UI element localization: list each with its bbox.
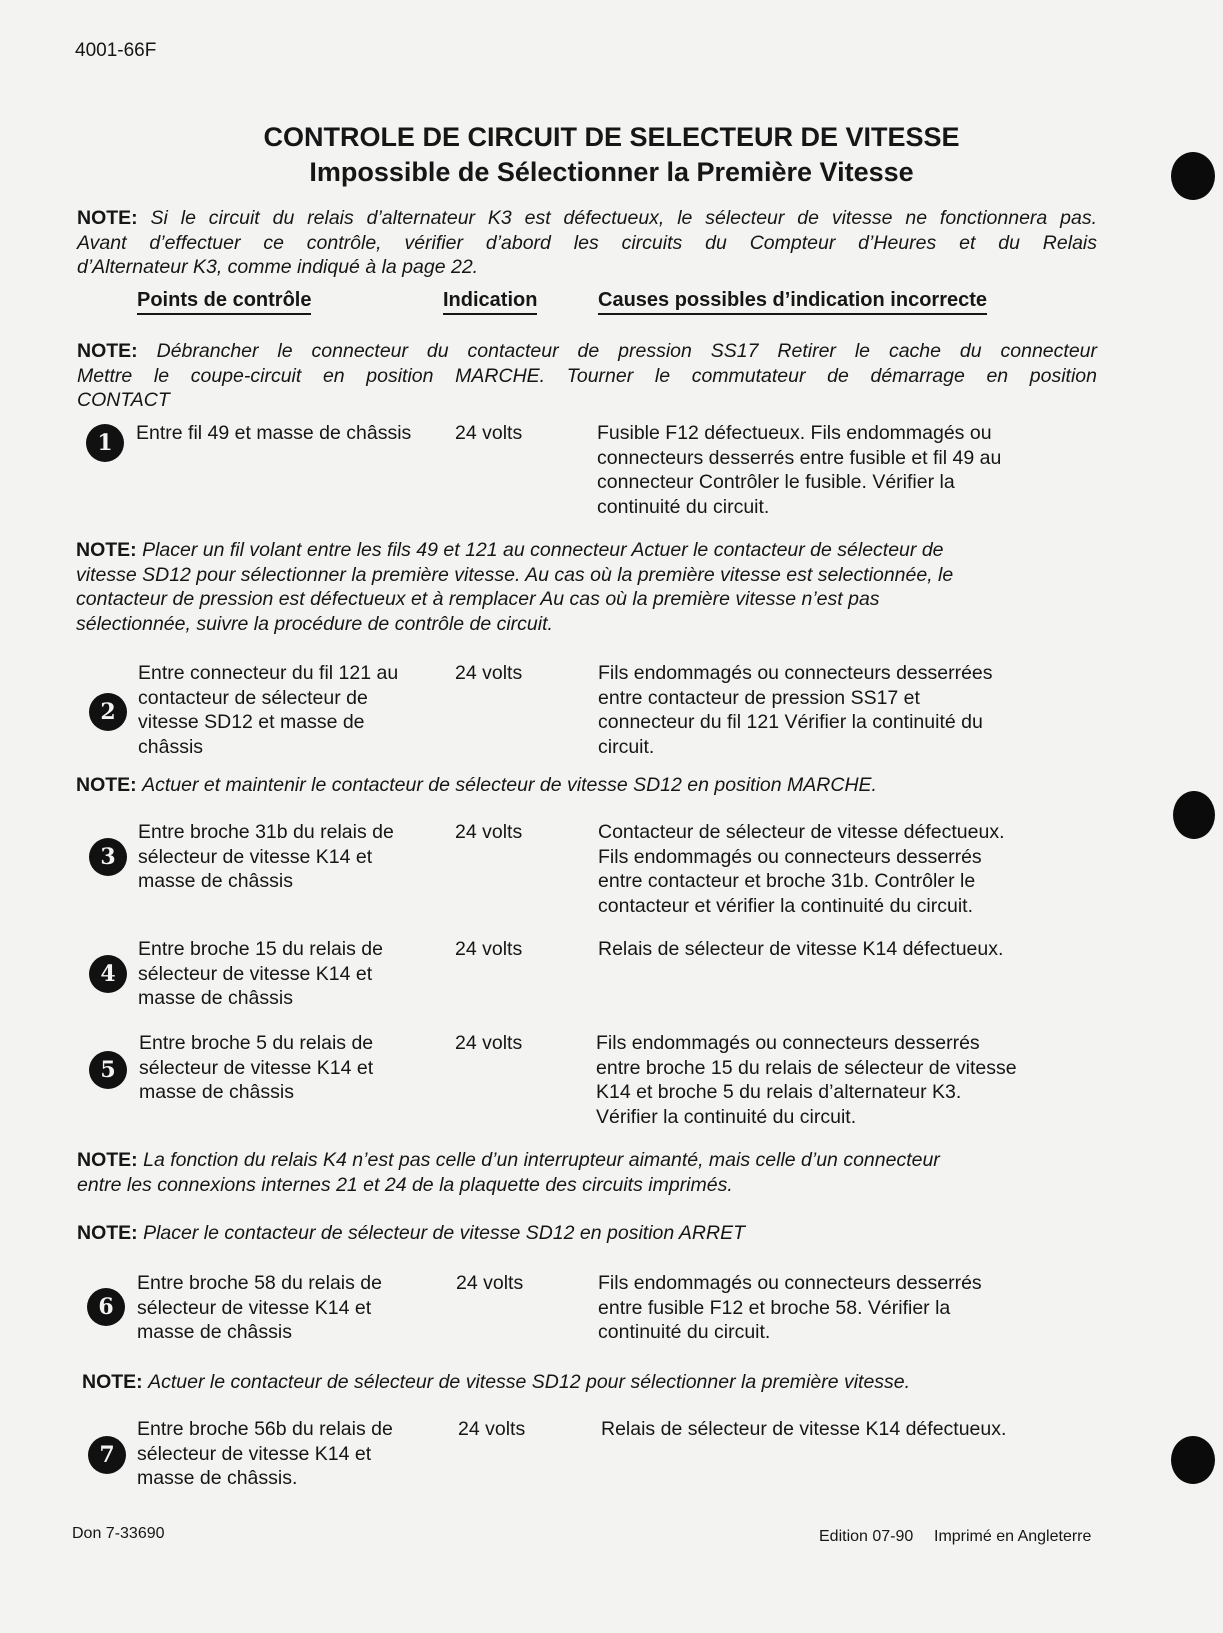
indication-value: 24 volts: [458, 1418, 526, 1440]
indication-value: 24 volts: [455, 821, 523, 843]
check-point-line: masse de châssis: [137, 1321, 292, 1343]
note-6: [77, 1221, 1097, 1246]
header-indication: Indication: [443, 289, 537, 315]
cause-line: Relais de sélecteur de vitesse K14 défectueux.: [598, 938, 1004, 960]
note-3-line-1: Placer un fil volant entre les fils 49 et 121 au connecteur Actuer le contacteur de sélecteur de: [142, 539, 944, 561]
page-subtitle: Impossible de Sélectionner la Première Vitesse: [309, 157, 914, 187]
check-point: [138, 937, 438, 1011]
check-point-line: Entre broche 5 du relais de: [139, 1032, 374, 1054]
check-point-line: masse de châssis: [138, 870, 293, 892]
check-point-line: Entre broche 15 du relais de: [138, 938, 383, 960]
check-point: [139, 1031, 439, 1105]
note-label: NOTE:: [77, 207, 138, 229]
cause-line: continuité du circuit.: [598, 1321, 771, 1343]
cause-line: connecteur du fil 121 Vérifier la continuité du: [598, 711, 983, 733]
cause-line: Fils endommagés ou connecteurs desserrés: [598, 845, 982, 868]
cause-line: contacteur et vérifier la continuité du circuit.: [598, 894, 974, 917]
footer-printed: Imprimé en Angleterre: [934, 1528, 1092, 1545]
note-2: [77, 339, 1097, 413]
note-label: NOTE:: [82, 1371, 143, 1393]
check-point-line: sélecteur de vitesse K14 et: [139, 1056, 374, 1079]
cause-line: Vérifier la continuité du circuit.: [596, 1105, 857, 1128]
step-number-badge: 5: [89, 1051, 127, 1089]
check-point-line: masse de châssis: [138, 987, 293, 1009]
page-title: CONTROLE DE CIRCUIT DE SELECTEUR DE VITESSE: [263, 122, 960, 152]
check-point: [138, 661, 438, 759]
cause-line: K14 et broche 5 du relais d’alternateur K3.: [596, 1081, 962, 1103]
check-point-line: sélecteur de vitesse K14 et: [137, 1296, 372, 1319]
check-point-line: châssis: [138, 735, 204, 758]
check-point-line: sélecteur de vitesse K14 et: [137, 1442, 372, 1465]
check-point-line: vitesse SD12 et masse de: [138, 711, 365, 733]
check-point-line: Entre connecteur du fil 121 au: [138, 662, 399, 684]
possible-causes: [598, 937, 1048, 962]
note-label: NOTE:: [77, 1222, 138, 1244]
note-2-line-3: CONTACT: [77, 389, 170, 411]
check-point: [136, 421, 436, 446]
note-label: NOTE:: [77, 340, 138, 362]
cause-line: entre contacteur de pression SS17 et: [598, 686, 920, 709]
punch-hole-bottom: [1171, 1436, 1215, 1484]
cause-line: Fils endommagés ou connecteurs desserrées: [598, 662, 993, 684]
cause-line: connecteur Contrôler le fusible. Vérifier la: [597, 471, 955, 493]
check-point: [137, 1271, 437, 1345]
possible-causes: [596, 1031, 1066, 1129]
check-point-line: contacteur de sélecteur de: [138, 686, 368, 709]
step-number-badge: 7: [88, 1436, 126, 1474]
note-1-line-3: d’Alternateur K3, comme indiqué à la page 22.: [77, 256, 479, 278]
punch-hole-middle: [1173, 791, 1215, 839]
note-1: [77, 206, 1097, 280]
check-point-line: sélecteur de vitesse K14 et: [138, 845, 373, 868]
footer-document-ref: Don 7-33690: [72, 1525, 165, 1542]
cause-line: entre fusible F12 et broche 58. Vérifier la: [598, 1296, 951, 1319]
indication-value: 24 volts: [455, 662, 523, 684]
note-3: [76, 538, 1096, 636]
note-1-line-1: Si le circuit du relais d’alternateur K3 est défectueux, le sélecteur de vitesse ne fonctionnera pas.: [150, 207, 1097, 229]
note-5-line-2: entre les connexions internes 21 et 24 de la plaquette des circuits imprimés.: [77, 1173, 733, 1196]
check-point: [137, 1417, 437, 1491]
check-point: [138, 820, 438, 894]
note-5-line-1: La fonction du relais K4 n’est pas celle d’un interrupteur aimanté, mais celle d’un connecteur: [143, 1149, 940, 1171]
note-7-text: Actuer le contacteur de sélecteur de vitesse SD12 pour sélectionner la première vitesse.: [148, 1371, 911, 1393]
note-7: [82, 1370, 1102, 1395]
step-number-badge: 4: [89, 955, 127, 993]
note-3-line-2: vitesse SD12 pour sélectionner la première vitesse. Au cas où la première vitesse est selectionnée, le: [76, 563, 954, 586]
note-2-line-2: Mettre le coupe-circuit en position MARCHE. Tourner le commutateur de démarrage en position: [77, 364, 1097, 387]
cause-line: Fusible F12 défectueux. Fils endommagés ou: [597, 422, 992, 444]
note-2-line-1: Débrancher le connecteur du contacteur de pression SS17 Retirer le cache du connecteur: [156, 340, 1098, 362]
check-point-line: masse de châssis.: [137, 1467, 298, 1489]
indication-value: 24 volts: [455, 1032, 523, 1054]
indication-value: 24 volts: [455, 938, 523, 960]
step-number-badge: 1: [86, 424, 124, 462]
check-point-line: Entre broche 56b du relais de: [137, 1418, 393, 1440]
note-1-line-2: Avant d’effectuer ce contrôle, vérifier d’abord les circuits du Compteur d’Heures et du Relais: [77, 231, 1097, 254]
check-point-line: Entre fil 49 et masse de châssis: [136, 422, 412, 444]
cause-line: circuit.: [598, 735, 655, 758]
possible-causes: [598, 1271, 1048, 1345]
header-points: Points de contrôle: [137, 289, 311, 315]
possible-causes: [601, 1417, 1051, 1442]
cause-line: continuité du circuit.: [597, 495, 770, 518]
cause-line: entre broche 15 du relais de sélecteur de vitesse: [596, 1056, 1017, 1079]
punch-hole-top: [1171, 152, 1215, 200]
cause-line: Relais de sélecteur de vitesse K14 défectueux.: [601, 1418, 1007, 1440]
possible-causes: [598, 820, 1048, 918]
note-4-text: Actuer et maintenir le contacteur de sélecteur de vitesse SD12 en position MARCHE.: [142, 774, 877, 796]
check-point-line: masse de châssis: [139, 1081, 294, 1103]
note-label: NOTE:: [77, 1149, 138, 1171]
check-point-line: Entre broche 58 du relais de: [137, 1272, 382, 1294]
check-point-line: sélecteur de vitesse K14 et: [138, 962, 373, 985]
note-3-line-4: sélectionnée, suivre la procédure de contrôle de circuit.: [76, 612, 553, 635]
step-number-badge: 2: [89, 693, 127, 731]
note-3-line-3: contacteur de pression est défectueux et à remplacer Au cas où la première vitesse n’est pas: [76, 588, 880, 610]
indication-value: 24 volts: [455, 422, 523, 444]
note-4: [76, 773, 1096, 798]
note-5: [77, 1148, 1097, 1197]
document-number: 4001-66F: [75, 40, 157, 61]
note-6-text: Placer le contacteur de sélecteur de vitesse SD12 en position ARRET: [143, 1222, 746, 1244]
step-number-badge: 6: [87, 1288, 125, 1326]
cause-line: Contacteur de sélecteur de vitesse défectueux.: [598, 821, 1005, 843]
check-point-line: Entre broche 31b du relais de: [138, 821, 394, 843]
header-causes: Causes possibles d’indication incorrecte: [598, 289, 987, 315]
note-label: NOTE:: [76, 539, 137, 561]
step-number-badge: 3: [89, 838, 127, 876]
possible-causes: [598, 661, 1048, 759]
cause-line: Fils endommagés ou connecteurs desserrés: [596, 1032, 980, 1054]
cause-line: connecteurs desserrés entre fusible et fil 49 au: [597, 446, 1002, 469]
footer-edition: Edition 07-90: [819, 1528, 914, 1545]
cause-line: entre contacteur et broche 31b. Contrôler le: [598, 870, 976, 892]
possible-causes: [597, 421, 1047, 519]
cause-line: Fils endommagés ou connecteurs desserrés: [598, 1272, 982, 1294]
indication-value: 24 volts: [456, 1272, 524, 1294]
note-label: NOTE:: [76, 774, 137, 796]
